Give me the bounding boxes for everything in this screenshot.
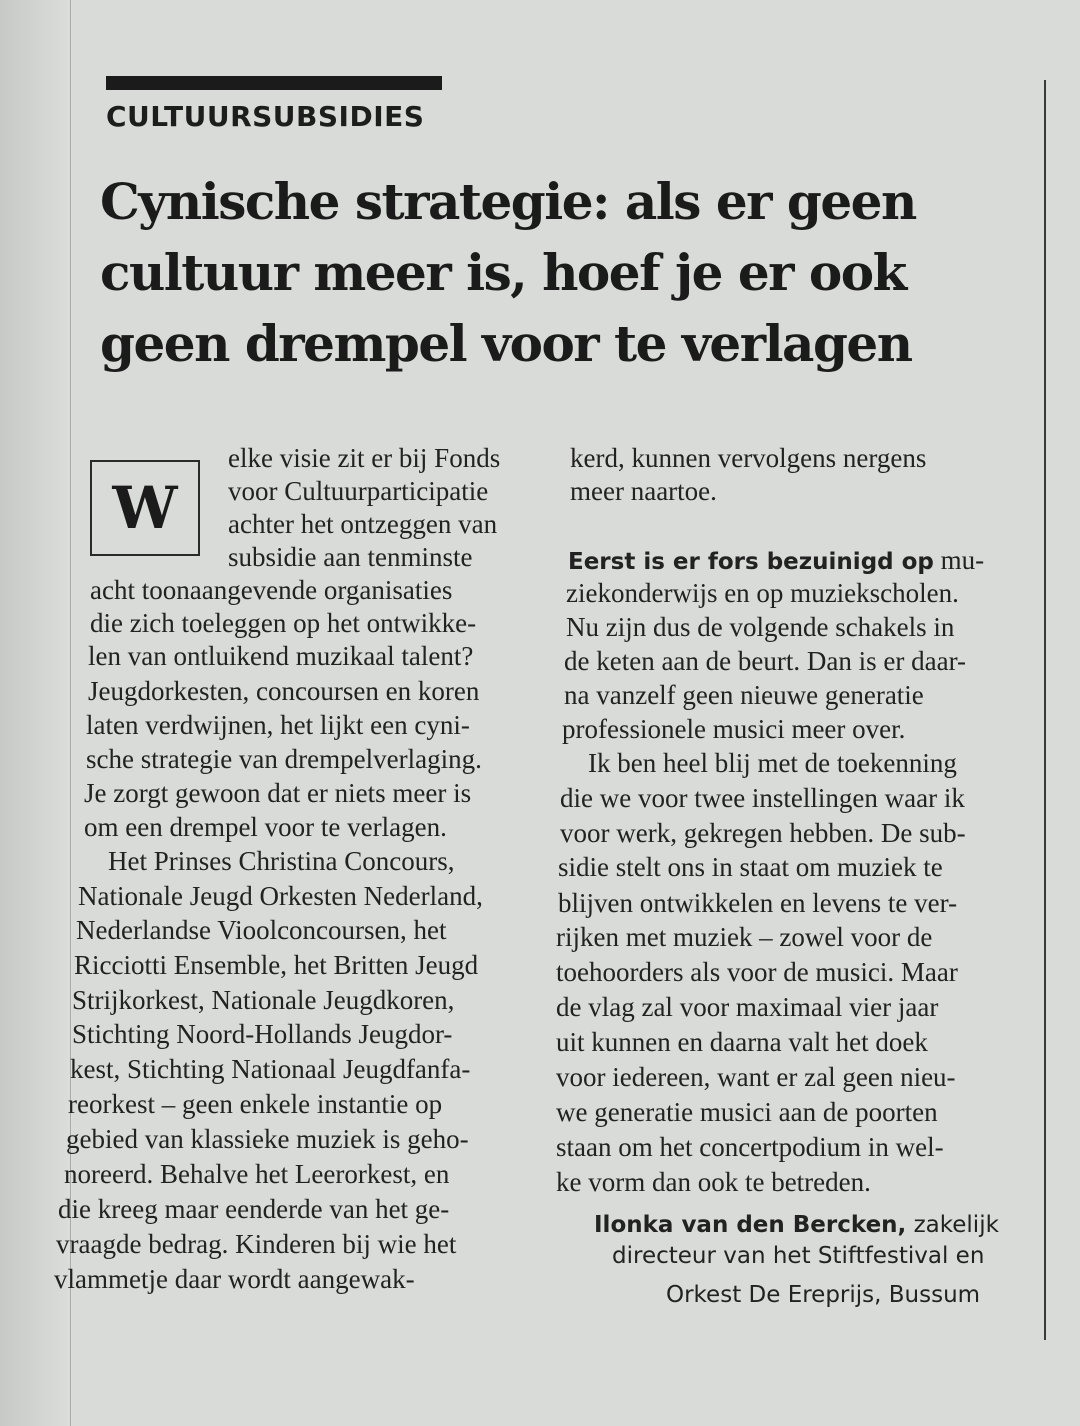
body-line: de keten aan de beurt. Dan is er daar- [564,646,967,676]
column-rule-right [1044,80,1046,1340]
body-line: achter het ontzeggen van [228,509,498,539]
body-line: voor iedereen, want er zal geen nieu- [556,1062,956,1092]
body-line: sche strategie van drempelverlaging. [86,744,482,774]
body-line: Nederlandse Vioolconcoursen, het [76,915,447,945]
body-line: acht toonaangevende organisaties [90,575,453,605]
drop-cap: W [90,460,200,556]
author-role-line: directeur van het Stiftfestival en [612,1243,985,1269]
body-line: die we voor twee instellingen waar ik [560,783,965,813]
body-line: Stichting Noord-Hollands Jeugdor- [72,1019,453,1049]
section-bar [106,76,442,90]
body-line: om een drempel voor te verlagen. [84,812,447,842]
body-line: blijven ontwikkelen en levens te ver- [558,888,958,918]
body-line: na vanzelf geen nieuwe generatie [564,680,924,710]
body-line: Strijkorkest, Nationale Jeugdkoren, [72,985,455,1015]
body-line: elke visie zit er bij Fonds [228,443,501,473]
body-line: voor werk, gekregen hebben. De sub- [560,818,966,848]
body-line: Nationale Jeugd Orkesten Nederland, [78,881,483,911]
lead-in-bold: Eerst is er fors bezuinigd op [568,549,934,575]
author-org-line [666,1278,980,1309]
lead-paragraph-line [568,545,984,576]
author-role: zakelijk [906,1212,999,1238]
body-line: meer naartoe. [570,476,717,506]
lead-in-rest: mu- [933,545,985,575]
body-line: laten verdwijnen, het lijkt een cyni- [86,710,470,740]
body-line: kerd, kunnen vervolgens nergens [570,443,927,473]
body-line: ke vorm dan ook te betreden. [556,1167,871,1197]
headline [100,166,1020,379]
body-line: we generatie musici aan de poorten [556,1097,938,1127]
body-line: Ik ben heel blij met de toekenning [588,748,957,778]
body-line: toehoorders als voor de musici. Maar [556,957,958,987]
body-line: voor Cultuurparticipatie [228,476,489,506]
body-line: reorkest – geen enkele instantie op [68,1089,443,1119]
section-kicker: CULTUURSUBSIDIES [106,100,425,133]
body-line: die kreeg maar eenderde van het ge- [58,1194,450,1224]
body-line: ziekonderwijs en op muziekscholen. [566,578,959,608]
body-line: Ricciotti Ensemble, het Britten Jeugd [74,950,479,980]
author-org: Orkest De Ereprijs, [666,1282,882,1308]
body-line: de vlag zal voor maximaal vier jaar [556,992,939,1022]
body-line: sidie stelt ons in staat om muziek te [558,852,943,882]
body-line: vlammetje daar wordt aangewak- [54,1264,415,1294]
body-line: uit kunnen en daarna valt het doek [556,1027,928,1057]
author-place: Bussum [881,1282,981,1308]
body-line: Nu zijn dus de volgende schakels in [566,612,955,642]
body-line: die zich toeleggen op het ontwikke- [90,608,477,638]
body-line: rijken met muziek – zowel voor de [556,922,933,952]
author-name: Ilonka van den Bercken, [594,1212,907,1238]
body-line: subsidie aan tenminste [228,542,473,572]
headline-line: geen drempel voor te verlagen [100,314,912,373]
body-line: staan om het concertpodium in wel- [556,1132,944,1162]
body-line: gebied van klassieke muziek is geho- [66,1124,469,1154]
body-line: len van ontluikend muzikaal talent? [88,641,474,671]
signature-line [594,1208,999,1239]
headline-line: cultuur meer is, hoef je er ook [100,243,906,302]
body-line: Het Prinses Christina Concours, [108,846,455,876]
body-line: Je zorgt gewoon dat er niets meer is [84,778,472,808]
body-line: kest, Stichting Nationaal Jeugdfanfa- [70,1054,471,1084]
body-line: Jeugdorkesten, concoursen en koren [88,676,480,706]
headline-line: Cynische strategie: als er geen [100,172,916,231]
body-line: vraagde bedrag. Kinderen bij wie het [56,1229,457,1259]
body-line: noreerd. Behalve het Leerorkest, en [64,1159,450,1189]
body-line: professionele musici meer over. [562,714,906,744]
